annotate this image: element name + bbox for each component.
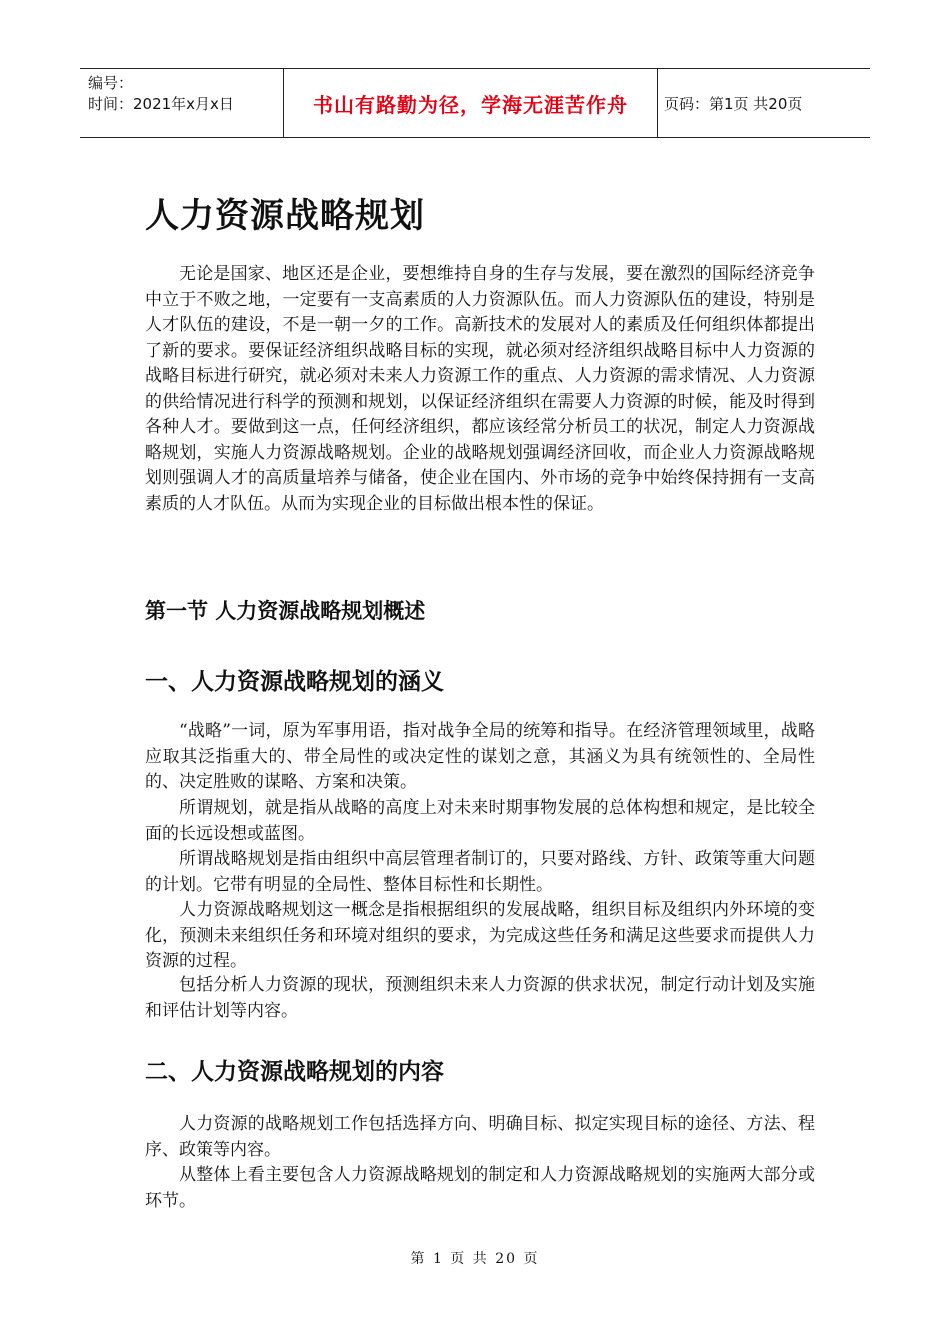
body-paragraph: 人力资源战略规划这一概念是指根据组织的发展战略，组织目标及组织内外环境的变化，预测未来组织任务和环境对组织的要求，为完成这些任务和满足这些要求而提供人力资源的过程。	[145, 900, 815, 971]
page-footer: 第 1 页 共 20 页	[410, 1251, 540, 1267]
header-page-info: 页码：第1页 共20页	[664, 95, 803, 113]
header-meta	[88, 73, 234, 115]
page-header	[80, 68, 870, 138]
document-title: 人力资源战略规划	[145, 196, 425, 236]
body-paragraph: 所谓战略规划是指由组织中高层管理者制订的，只要对路线、方针、政策等重大问题的计划。它带有明显的全局性、整体目标性和长期性。	[145, 849, 815, 895]
body-paragraph: “战略”一词，原为军事用语，指对战争全局的统筹和指导。在经济管理领域里，战略应取其泛指重大的、带全局性的或决定性的谋划之意，其涵义为具有统领性的、全局性的、决定胜败的谋略、方案和决策。	[145, 721, 815, 792]
number-label: 编号：	[88, 74, 134, 92]
header-motto: 书山有路勤为径，学海无涯苦作舟	[313, 92, 628, 117]
body-paragraph: 人力资源的战略规划工作包括选择方向、明确目标、拟定实现目标的途径、方法、程序、政策等内容。	[145, 1114, 815, 1160]
body-paragraph: 所谓规划，就是指从战略的高度上对未来时期事物发展的总体构想和规定，是比较全面的长远设想或蓝图。	[145, 798, 815, 844]
time-label: 时间：2021年x月x日	[88, 95, 234, 113]
body-paragraph: 从整体上看主要包含人力资源战略规划的制定和人力资源战略规划的实施两大部分或环节。	[145, 1165, 815, 1211]
subsection-heading: 一、人力资源战略规划的涵义	[145, 669, 444, 695]
intro-paragraph: 无论是国家、地区还是企业，要想维持自身的生存与发展，要在激烈的国际经济竞争中立于不败之地，一定要有一支高素质的人力资源队伍。而人力资源队伍的建设，特别是人才队伍的建设，不是一朝一夕的工作。高新技术的发展对人的素质及任何组织体都提出了新的要求。要保证经济组织战略目标的实现，就必须对经济组织战略目标中人力资源的战略目标进行研究，就必须对未来人力资源工作的重点、人力资源的需求情况、人力资源的供给情况进行科学的预测和规划，以保证经济组织在需要人力资源的时候，能及时得到各种人才。要做到这一点，任何经济组织，都应该经常分析员工的状况，制定人力资源战略规划，实施人力资源战略规划。企业的战略规划强调经济回收，而企业人力资源战略规划则强调人才的高质量培养与储备，使企业在国内、外市场的竞争中始终保持拥有一支高素质的人才队伍。从而为实现企业的目标做出根本性的保证。	[145, 264, 815, 514]
body-paragraph: 包括分析人力资源的现状，预测组织未来人力资源的供求状况，制定行动计划及实施和评估计划等内容。	[145, 975, 815, 1021]
section-heading: 第一节 人力资源战略规划概述	[145, 599, 426, 623]
subsection-heading: 二、人力资源战略规划的内容	[145, 1059, 444, 1085]
header-divider	[657, 69, 658, 137]
